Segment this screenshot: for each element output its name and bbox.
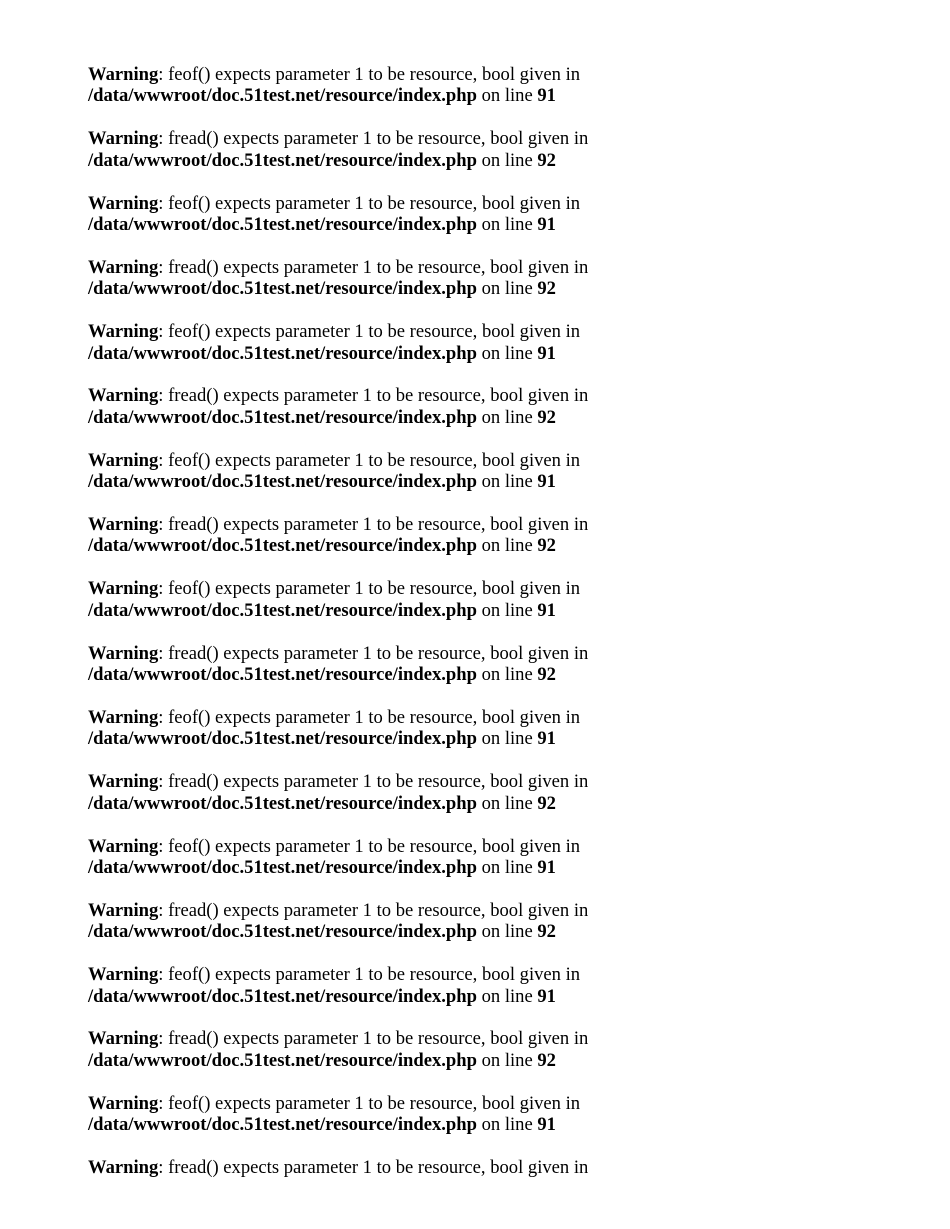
warning-line-number: 91 <box>537 856 556 878</box>
warning-message: : feof() expects parameter 1 to be resource, bool given in <box>158 64 581 85</box>
warning-message: : fread() expects parameter 1 to be resource, bool given in <box>158 128 589 150</box>
warning-location <box>88 471 848 492</box>
warning-label: Warning <box>88 964 159 986</box>
warning-location <box>88 600 848 621</box>
php-warning <box>88 964 848 1007</box>
warning-on-line-text: on line <box>476 278 538 300</box>
warning-on-line-text: on line <box>476 471 538 493</box>
php-warning <box>88 64 848 107</box>
warning-line-number: 92 <box>537 535 556 557</box>
warning-message: : feof() expects parameter 1 to be resource, bool given in <box>158 192 581 214</box>
warning-label: Warning <box>88 1028 159 1050</box>
warning-file-path: /data/wwwroot/doc.51test.net/resource/index.php <box>88 214 477 235</box>
warning-line-number: 91 <box>537 471 556 493</box>
warning-file-path: /data/wwwroot/doc.51test.net/resource/index.php <box>88 792 477 814</box>
warning-file-path: /data/wwwroot/doc.51test.net/resource/index.php <box>88 406 477 428</box>
warning-line-number: 92 <box>537 406 556 428</box>
warning-location <box>88 278 848 299</box>
warning-on-line-text: on line <box>476 856 538 878</box>
warning-message: : feof() expects parameter 1 to be resource, bool given in <box>158 706 581 728</box>
php-warning <box>88 321 848 364</box>
warning-location <box>88 343 848 364</box>
warning-file-path: /data/wwwroot/doc.51test.net/resource/index.php <box>88 664 477 686</box>
warning-location <box>88 921 848 942</box>
warning-message: : fread() expects parameter 1 to be resource, bool given in <box>158 1028 589 1050</box>
warning-message: : fread() expects parameter 1 to be resource, bool given in <box>158 642 589 664</box>
warning-line-number: 91 <box>537 342 556 364</box>
warning-file-path: /data/wwwroot/doc.51test.net/resource/index.php <box>88 535 477 557</box>
warning-line-number: 92 <box>537 278 556 300</box>
php-warning <box>88 1093 848 1136</box>
warning-line-number: 92 <box>537 792 556 814</box>
warning-file-path: /data/wwwroot/doc.51test.net/resource/index.php <box>88 599 477 621</box>
php-warning <box>88 128 848 171</box>
warning-label: Warning <box>88 385 159 407</box>
warning-file-path: /data/wwwroot/doc.51test.net/resource/index.php <box>88 342 477 364</box>
warning-message: : feof() expects parameter 1 to be resource, bool given in <box>158 835 581 857</box>
warning-message: : fread() expects parameter 1 to be resource, bool given in <box>158 771 589 793</box>
warning-label: Warning <box>88 321 159 343</box>
warning-label: Warning <box>88 706 159 728</box>
warning-location <box>88 214 848 235</box>
php-warning <box>88 1157 848 1200</box>
php-warning <box>88 836 848 879</box>
warning-message: : fread() expects parameter 1 to be resource, bool given in <box>158 514 589 536</box>
warning-on-line-text: on line <box>476 214 538 235</box>
warning-on-line-text: on line <box>476 921 538 943</box>
warning-file-path: /data/wwwroot/doc.51test.net/resource/index.php <box>88 985 477 1007</box>
php-warning <box>88 771 848 814</box>
php-warning <box>88 578 848 621</box>
warning-location <box>88 857 848 878</box>
warning-line-number: 91 <box>537 599 556 621</box>
warning-label: Warning <box>88 192 159 214</box>
warning-label: Warning <box>88 771 159 793</box>
warning-location <box>88 793 848 814</box>
warning-location <box>88 664 848 685</box>
warning-on-line-text: on line <box>476 85 538 107</box>
warning-location <box>88 535 848 556</box>
warning-message: : feof() expects parameter 1 to be resource, bool given in <box>158 321 581 343</box>
warning-location <box>88 1114 848 1135</box>
warning-message: : feof() expects parameter 1 to be resource, bool given in <box>158 1092 581 1114</box>
warning-file-path: /data/wwwroot/doc.51test.net/resource/index.php <box>88 471 477 493</box>
warning-file-path: /data/wwwroot/doc.51test.net/resource/index.php <box>88 149 477 171</box>
warning-line-number: 92 <box>537 149 556 171</box>
warning-label: Warning <box>88 514 159 536</box>
php-warning-list <box>88 64 848 1221</box>
warning-line-number: 91 <box>537 1114 556 1136</box>
php-warning <box>88 707 848 750</box>
warning-line-number: 91 <box>537 728 556 750</box>
warning-on-line-text: on line <box>476 1049 538 1071</box>
warning-message: : fread() expects parameter 1 to be resource, bool given in <box>158 256 589 278</box>
php-warning <box>88 900 848 943</box>
warning-label: Warning <box>88 449 159 471</box>
warning-on-line-text: on line <box>476 535 538 557</box>
warning-file-path: /data/wwwroot/doc.51test.net/resource/index.php <box>88 1114 477 1136</box>
warning-label: Warning <box>88 578 159 600</box>
warning-on-line-text: on line <box>476 599 538 621</box>
warning-message: : fread() expects parameter 1 to be resource, bool given in <box>158 899 589 921</box>
php-warning <box>88 193 848 236</box>
php-warning <box>88 1028 848 1071</box>
warning-on-line-text: on line <box>476 342 538 364</box>
warning-label: Warning <box>88 1157 159 1179</box>
warning-label: Warning <box>88 899 159 921</box>
warning-message: : feof() expects parameter 1 to be resource, bool given in <box>158 449 581 471</box>
warning-location <box>88 407 848 428</box>
warning-on-line-text: on line <box>476 149 538 171</box>
warning-on-line-text: on line <box>476 406 538 428</box>
php-warning <box>88 514 848 557</box>
warning-line-number: 91 <box>537 85 556 107</box>
warning-label: Warning <box>88 1092 159 1114</box>
warning-label: Warning <box>88 128 159 150</box>
warning-label: Warning <box>88 64 159 85</box>
warning-label: Warning <box>88 642 159 664</box>
warning-on-line-text: on line <box>476 664 538 686</box>
warning-file-path: /data/wwwroot/doc.51test.net/resource/index.php <box>88 85 477 107</box>
php-warning <box>88 450 848 493</box>
warning-line-number: 92 <box>537 1049 556 1071</box>
warning-label: Warning <box>88 835 159 857</box>
warning-location <box>88 986 848 1007</box>
warning-on-line-text: on line <box>476 1114 538 1136</box>
warning-location <box>88 150 848 171</box>
warning-file-path: /data/wwwroot/doc.51test.net/resource/index.php <box>88 728 477 750</box>
warning-file-path: /data/wwwroot/doc.51test.net/resource/index.php <box>88 921 477 943</box>
php-warning <box>88 257 848 300</box>
warning-line-number: 91 <box>537 985 556 1007</box>
warning-message: : fread() expects parameter 1 to be resource, bool given in <box>158 385 589 407</box>
warning-label: Warning <box>88 256 159 278</box>
warning-message: : feof() expects parameter 1 to be resource, bool given in <box>158 964 581 986</box>
warning-on-line-text: on line <box>476 985 538 1007</box>
warning-on-line-text: on line <box>476 728 538 750</box>
warning-location <box>88 1050 848 1071</box>
warning-location <box>88 85 848 106</box>
warning-line-number: 92 <box>537 921 556 943</box>
warning-on-line-text: on line <box>476 792 538 814</box>
warning-message: : feof() expects parameter 1 to be resource, bool given in <box>158 578 581 600</box>
warning-message: : fread() expects parameter 1 to be resource, bool given in <box>158 1157 589 1179</box>
warning-line-number: 92 <box>537 664 556 686</box>
warning-file-path: /data/wwwroot/doc.51test.net/resource/index.php <box>88 856 477 878</box>
warning-line-number: 91 <box>537 214 556 235</box>
php-warning <box>88 643 848 686</box>
warning-location <box>88 728 848 749</box>
php-warning <box>88 385 848 428</box>
warning-file-path: /data/wwwroot/doc.51test.net/resource/index.php <box>88 1049 477 1071</box>
warning-file-path: /data/wwwroot/doc.51test.net/resource/index.php <box>88 278 477 300</box>
